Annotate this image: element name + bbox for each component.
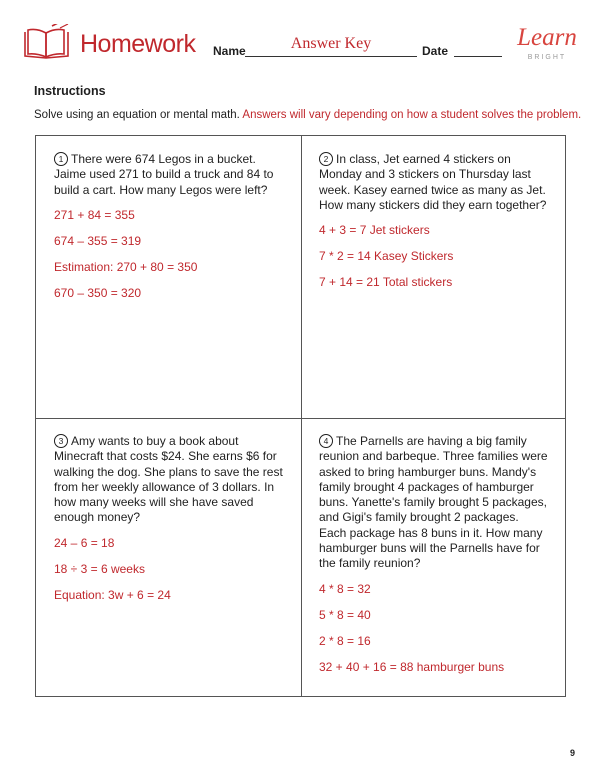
answer-line: 5 * 8 = 40	[319, 607, 371, 622]
problem-text: There were 674 Legos in a bucket. Jaime used 271 to build a truck and 84 to build a cart. How many Legos were left?	[54, 152, 274, 197]
problem-grid	[35, 135, 566, 697]
answer-line: 24 – 6 = 18	[54, 535, 115, 550]
answer-line: 7 + 14 = 21 Total stickers	[319, 275, 453, 290]
problem-cell-3	[54, 434, 284, 614]
answer-line: 674 – 355 = 319	[54, 233, 142, 248]
name-label: Name	[213, 44, 246, 58]
date-label: Date	[422, 44, 449, 58]
problem-cell-2	[319, 152, 549, 301]
problem-number-badge: 2	[319, 152, 333, 166]
problem-question	[319, 434, 549, 572]
date-line	[454, 56, 502, 57]
answer-line: Equation: 3w + 6 = 24	[54, 587, 171, 602]
grid-divider-vertical	[301, 136, 302, 696]
problem-text: Amy wants to buy a book about Minecraft that costs $24. She earns $6 for walking the dog. She plans to save the rest from her weekly allowance of 3 dollars. In how many weeks will she have saved enough money?	[54, 434, 283, 525]
problem-question	[54, 152, 284, 198]
worksheet-header	[22, 18, 582, 68]
learn-bright-logo	[512, 24, 582, 66]
instructions-text	[34, 109, 582, 121]
name-field-value: Answer Key	[290, 35, 372, 52]
problem-number-badge: 1	[54, 152, 68, 166]
problem-question	[319, 152, 549, 213]
instructions-heading: Instructions	[34, 84, 106, 98]
answer-line: 18 ÷ 3 = 6 weeks	[54, 561, 145, 576]
answer-line: 32 + 40 + 16 = 88 hamburger buns	[319, 659, 505, 674]
problem-number-badge: 4	[319, 434, 333, 448]
problem-text: In class, Jet earned 4 stickers on Monday and 3 stickers on Thursday last week. Kasey earned twice as many as Jet. How many stickers did they earn together?	[319, 152, 547, 212]
instructions-main: Solve using an equation or mental math.	[34, 109, 240, 121]
answer-line: 2 * 8 = 16	[319, 633, 371, 648]
page-number: 9	[570, 748, 576, 758]
problem-number-badge: 3	[54, 434, 68, 448]
name-line	[245, 56, 417, 57]
problem-question	[54, 434, 284, 526]
problem-cell-4	[319, 434, 549, 686]
instructions-note: Answers will vary depending on how a student solves the problem.	[242, 109, 582, 121]
problem-cell-1	[54, 152, 284, 312]
answer-line: 7 * 2 = 14 Kasey Stickers	[319, 249, 454, 264]
answer-line: Estimation: 270 + 80 = 350	[54, 259, 198, 274]
answer-line: 4 * 8 = 32	[319, 581, 371, 596]
problem-text: The Parnells are having a big family reunion and barbeque. Three families were asked to bring hamburger buns. Mandy's family brought 4 packages of hamburger buns. Yanette's family brought 5 packages, and Gigi's family brought 2 packages. Each package has 8 buns in it. How many hamburger buns will the Parnells have for the family reunion?	[319, 434, 548, 571]
homework-title: Homework	[80, 30, 196, 58]
open-book-icon	[22, 24, 72, 60]
answer-line: 4 + 3 = 7 Jet stickers	[319, 223, 430, 238]
logo-subtext: BRIGHT	[527, 54, 567, 61]
grid-divider-horizontal	[36, 418, 565, 419]
answer-line: 271 + 84 = 355	[54, 207, 135, 222]
logo-wordmark: Learn	[517, 24, 577, 51]
answer-line: 670 – 350 = 320	[54, 285, 142, 300]
